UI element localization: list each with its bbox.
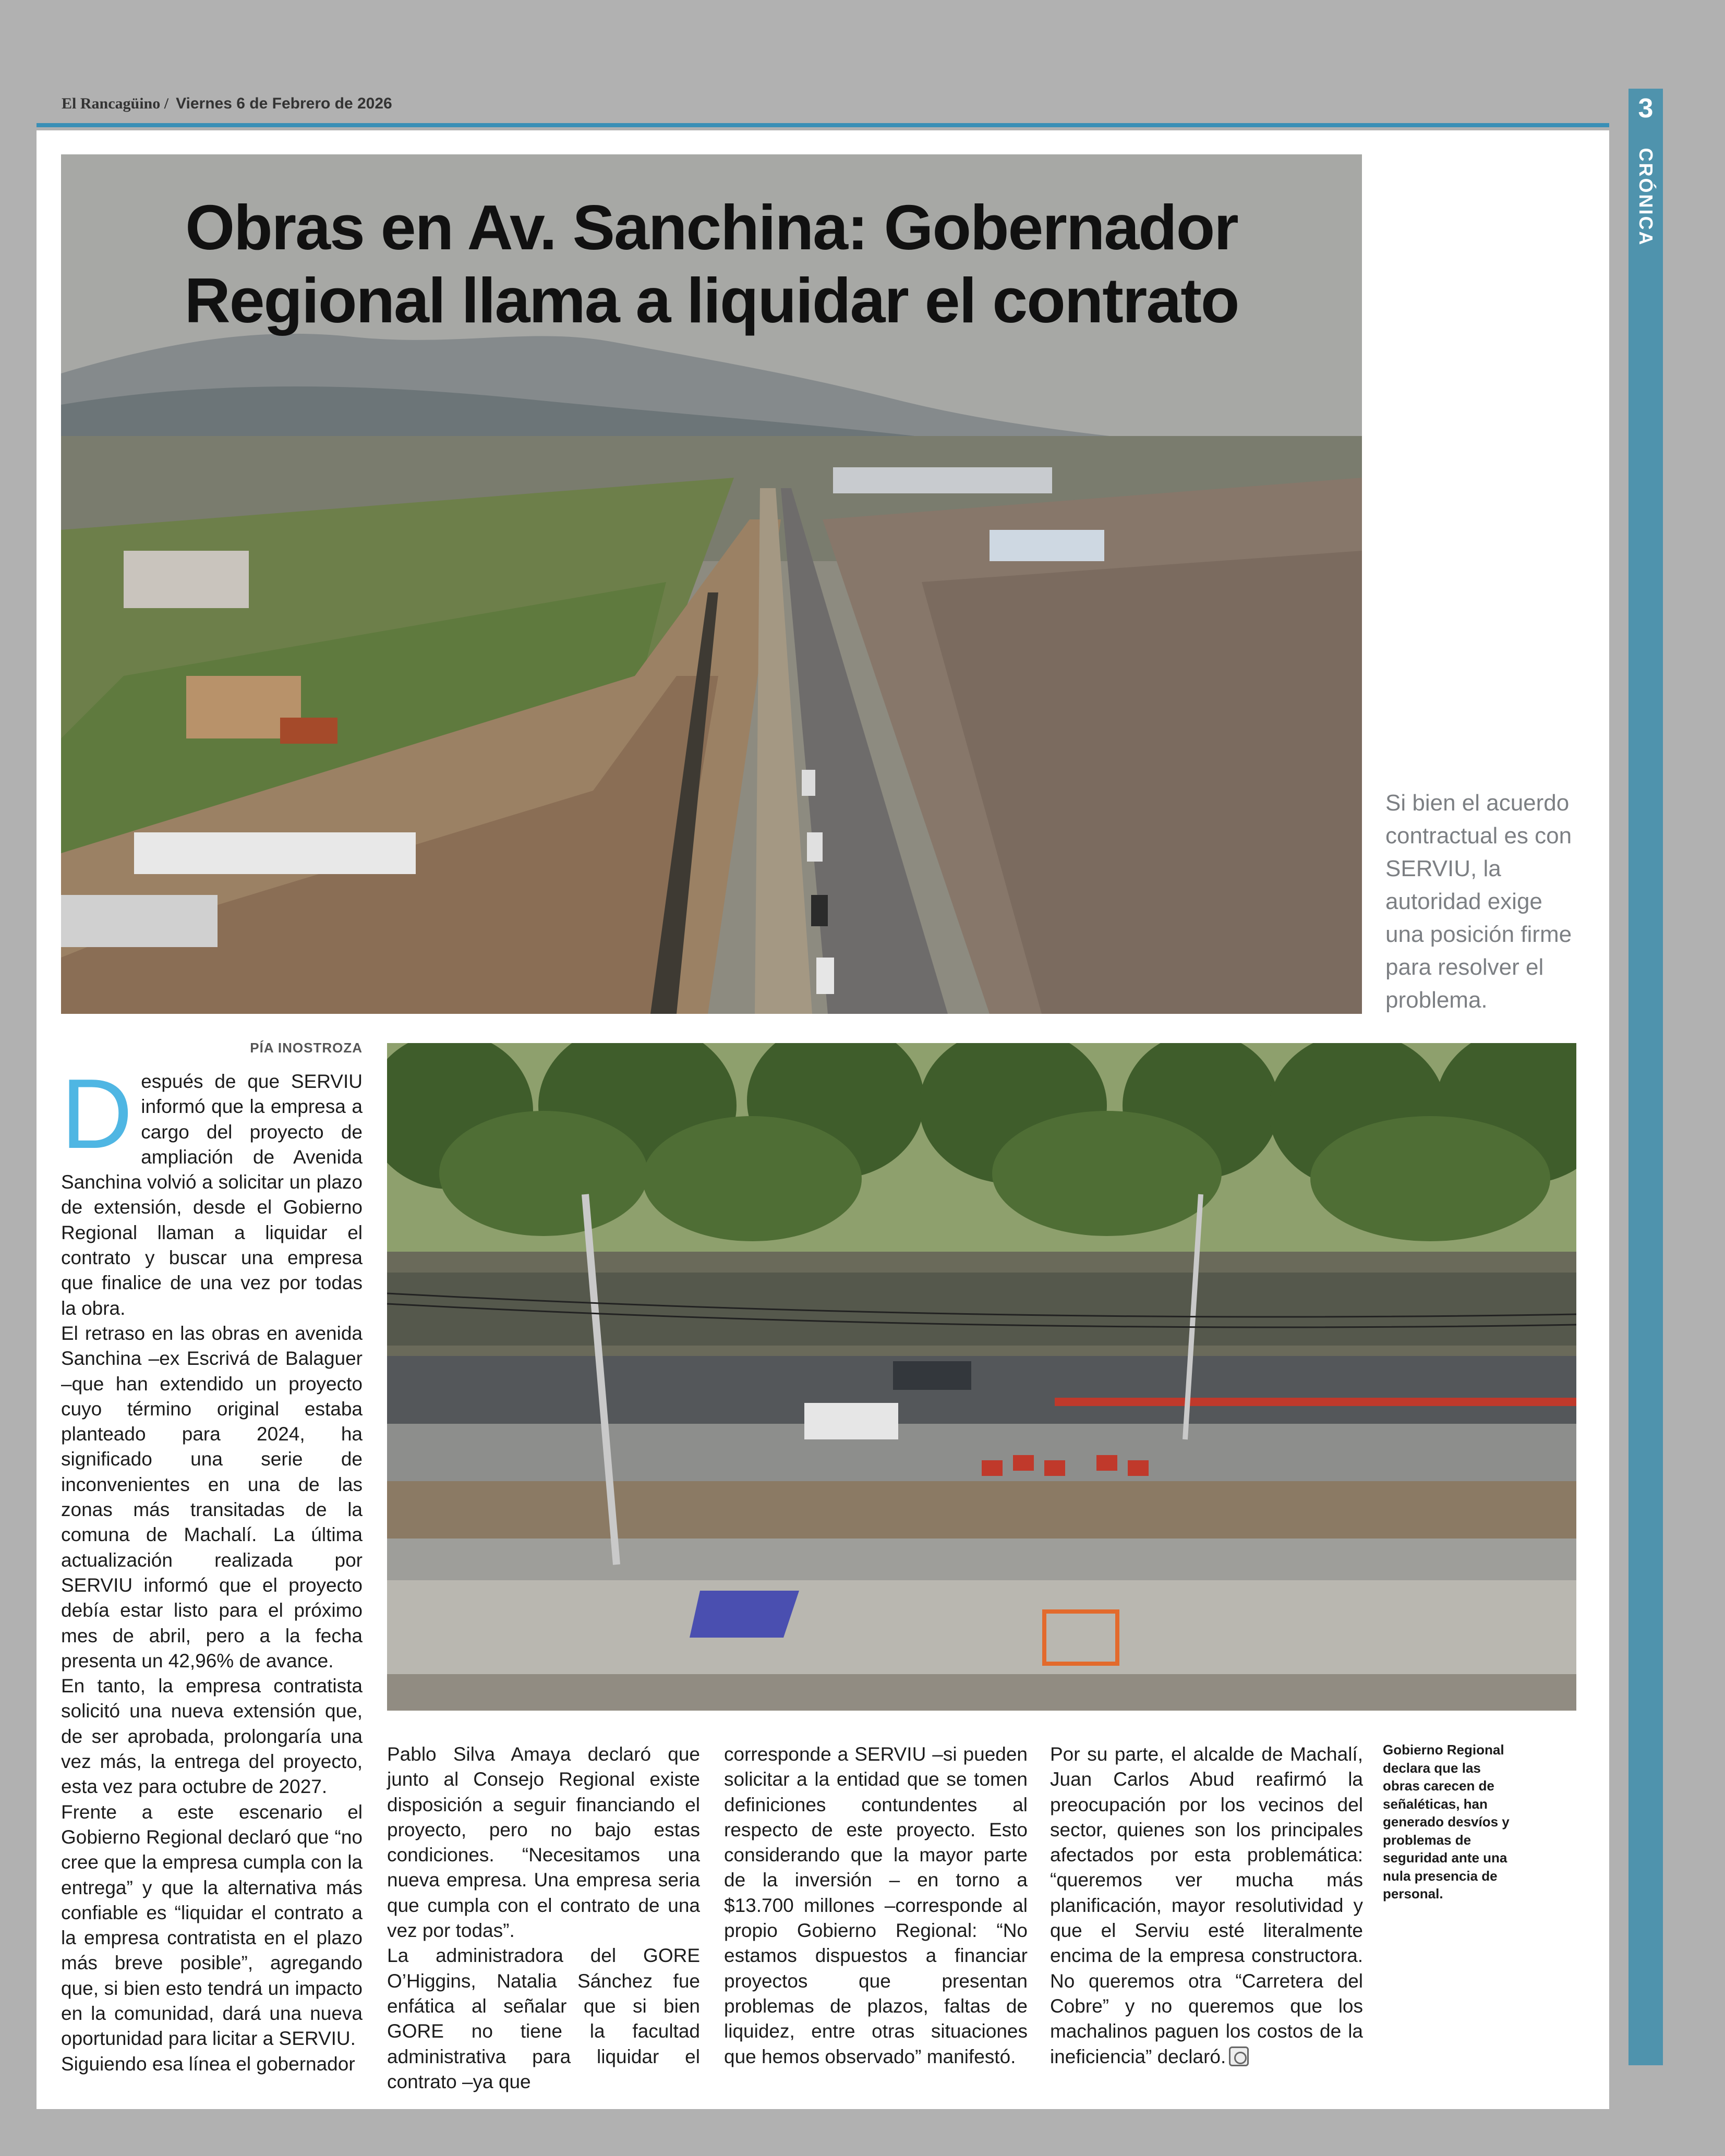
- headline-line-1: Obras en Av. Sanchina: Gobernador: [185, 192, 1238, 263]
- article-column-4: [1050, 1742, 1363, 2069]
- section-label: CRÓNICA: [1635, 148, 1657, 247]
- article-paragraph: La administradora del GORE O’Higgins, Natalia Sánchez fue enfática al señalar que si bien GORE no tiene la facultad administrativa para liquidar el contrato –ya que: [387, 1945, 700, 2092]
- issue-date: Viernes 6 de Febrero de 2026: [176, 95, 392, 112]
- article-paragraph: [61, 1059, 363, 1321]
- photo-caption: Gobierno Regional declara que las obras carecen de señaléticas, han generado desvíos y problemas de seguridad ante una nula presencia de personal.: [1383, 1742, 1510, 1901]
- article-column-1: [61, 1059, 363, 2077]
- paragraph-text: Por su parte, el alcalde de Machalí, Juan Carlos Abud reafirmó la preocupación por los vecinos del sector, quienes son los principales afectados por esta problemática: “queremos ver mucha más planificación, mayor resolutividad y que el Serviu esté literalmente encima de la empresa constructora. No queremos otra “Carretera del Cobre” y no queremos que los machalinos paguen los costos de la ineficiencia” declaró.: [1050, 1743, 1363, 2067]
- article-paragraph: En tanto, la empresa contratista solicitó una nueva extensión que, de ser aprobada, prolongaría una vez más, la entrega del proyecto, esta vez para octubre de 2027.: [61, 1675, 363, 1798]
- publication-name: El Rancagüino /: [62, 95, 169, 112]
- paragraph-text: espués de que SERVIU informó que la empresa a cargo del proyecto de ampliación de Avenida Sanchina volvió a solicitar un plazo de extensión, desde el Gobierno Regional llaman a liquidar el contrato y buscar una empresa que finalice de una vez por todas la obra.: [61, 1071, 363, 1319]
- headline-line-2: Regional llama a liquidar el contrato: [184, 265, 1239, 336]
- street-works-photo: [387, 1043, 1576, 1711]
- article-column-3: [724, 1742, 1028, 2069]
- dropcap: D: [61, 1059, 133, 1169]
- hero-aerial-photo: [61, 154, 1362, 1014]
- article-paragraph: [1050, 1742, 1363, 2069]
- end-mark-icon: [1229, 2046, 1249, 2066]
- section-sidebar: [1629, 89, 1663, 2065]
- article-paragraph: Pablo Silva Amaya declaró que junto al Consejo Regional existe disposición a seguir financiando el proyecto, pero no bajo estas condiciones. “Necesitamos una nueva empresa. Una empresa seria que cumpla con el contrato de una vez por todas”.: [387, 1743, 700, 1942]
- byline: PÍA INOSTROZA: [250, 1040, 363, 1056]
- article-paragraph: Siguiendo esa línea el gobernador: [61, 2053, 355, 2075]
- page-number: 3: [1638, 93, 1654, 124]
- street-construction-image: [387, 1043, 1576, 1711]
- page-header: [62, 95, 392, 113]
- headline: [61, 191, 1362, 337]
- header-rule: [37, 123, 1609, 127]
- article-column-2: [387, 1742, 700, 2094]
- article-paragraph: El retraso en las obras en avenida Sanchina –ex Escrivá de Balaguer –que han extendido un proyecto cuyo término original estaba planteado para 2024, ha significado una serie de inconvenientes en una de las zonas más transitadas de la comuna de Machalí. La última actualización realizada por SERVIU informó que el proyecto debía estar listo para el próximo mes de abril, pero a la fecha presenta un 42,96% de avance.: [61, 1322, 363, 1671]
- hero-caption: Si bien el acuerdo contractual es con SERVIU, la autoridad exige una posición firme para resolver el problema.: [1385, 790, 1572, 1013]
- article-paragraph: Frente a este escenario el Gobierno Regional declaró que “no cree que la empresa cumpla con la entrega” y que la alternativa más confiable es “liquidar el contrato a la empresa contratista en el plazo más breve posible”, agregando que, si bien esto tendrá un impacto en la comunidad, dará una nueva oportunidad para licitar a SERVIU.: [61, 1801, 363, 2050]
- article-paragraph: corresponde a SERVIU –si pueden solicitar a la entidad que se tomen definiciones contundentes al respecto de este proyecto. Esto considerando que la mayor parte de la inversión – en torno a $13.700 millones –corresponde al propio Gobierno Regional: “No estamos dispuestos a financiar proyectos que presentan problemas de plazos, faltas de liquidez, entre otras situaciones que hemos observado” manifestó.: [724, 1743, 1028, 2067]
